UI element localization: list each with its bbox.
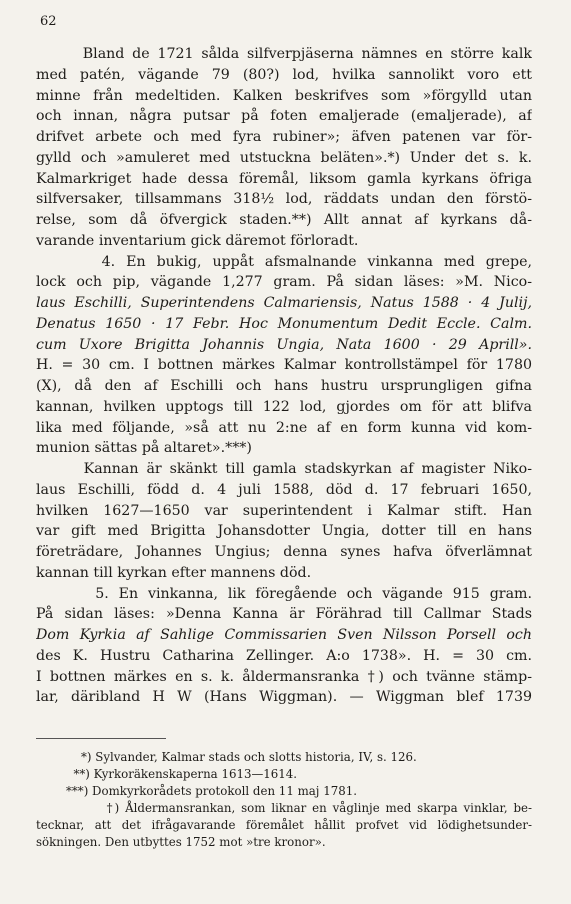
footnotes: [36, 749, 532, 851]
text-line: med patén, vägande 79 (80?) lod, hvilka sannolikt voro ett: [36, 66, 532, 83]
footnote-line: **) Kyrkoräkenskaperna 1613—1614.: [36, 767, 298, 781]
text-line: laus Eschilli, född d. 4 juli 1588, död d. 17 februari 1650,: [36, 481, 532, 498]
text-line: företrädare, Johannes Ungius; denna synes hafva öfverlämnat: [36, 544, 532, 560]
text-line: Kalmarkriget hade dessa föremål, liksom gamla kyrkans öfriga: [36, 170, 532, 187]
footnote-line: †) Åldermansrankan, som liknar en våglinje med skarpa vinklar, be-: [36, 801, 532, 815]
text-line: I bottnen märkes en s. k. åldermansranka †) och tvänne stämp-: [36, 668, 532, 685]
text-line: lika med följande, »så att nu 2:ne af en form kunna vid kom-: [36, 419, 532, 436]
footnote-line: tecknar, att det ifrågavarande föremålet hållit profvet vid lödighetsunder-: [36, 818, 532, 832]
text-line: munion sättas på altaret».***): [36, 440, 252, 457]
text-line: kannan, hvilken upptogs till 122 lod, gjordes om för att blifva: [36, 398, 532, 415]
text-line: Denatus 1650 · 17 Febr. Hoc Monumentum Dedit Eccle. Calm.: [36, 315, 532, 332]
text-line: gylld och »amuleret med utstuckna beläten».*) Under det s. k.: [36, 149, 532, 166]
text-line: relse, som då öfvergick staden.**) Allt annat af kyrkans då-: [36, 212, 532, 228]
footnote-divider: [36, 738, 166, 739]
text-line: Kannan är skänkt till gamla stadskyrkan af magister Niko-: [36, 461, 532, 477]
text-line: (X), då den af Eschilli och hans hustru ursprungligen gifna: [36, 378, 532, 394]
text-line: cum Uxore Brigitta Johannis Ungia, Nata 1600 · 29 Aprill».: [36, 336, 532, 353]
text-line: Dom Kyrkia af Sahlige Commissarien Sven Nilsson Porsell och: [36, 627, 532, 643]
text-line: des K. Hustru Catharina Zellinger. A:o 1738». H. = 30 cm.: [36, 647, 532, 664]
text-line: drifvet arbete och med fyra rubiner»; äfven patenen var för-: [36, 129, 532, 145]
footnote-line: *) Sylvander, Kalmar stads och slotts historia, IV, s. 126.: [36, 750, 417, 764]
text-line: var gift med Brigitta Johansdotter Ungia, dotter till en hans: [36, 523, 532, 540]
footnote-line: ***) Domkyrkorådets protokoll den 11 maj 1781.: [36, 784, 357, 798]
text-line: 5. En vinkanna, lik föregående och vägande 915 gram.: [36, 585, 532, 602]
text-line: laus Eschilli, Superintendens Calmariensis, Natus 1588 · 4 Julij,: [36, 295, 532, 311]
main-text: [36, 44, 532, 708]
text-line: minne från medeltiden. Kalken beskrifves som »förgylld utan: [36, 87, 532, 104]
text-line: varande inventarium gick däremot förloradt.: [36, 232, 359, 249]
text-line: lar, däribland H W (Hans Wiggman). — Wiggman blef 1739: [36, 689, 532, 706]
text-line: kannan till kyrkan efter mannens död.: [36, 564, 312, 581]
text-line: hvilken 1627—1650 var superintendent i Kalmar stift. Han: [36, 502, 532, 519]
text-line: silfversaker, tillsammans 318½ lod, räddats undan den förstö-: [36, 191, 532, 208]
text-line: Bland de 1721 sålda silfverpjäserna nämnes en större kalk: [36, 46, 532, 62]
page-number: 62: [40, 14, 57, 29]
text-line: och innan, några putsar på foten emaljerade (emaljerade), af: [36, 108, 532, 125]
text-line: 4. En bukig, uppåt afsmalnande vinkanna med grepe,: [36, 253, 532, 270]
text-line: H. = 30 cm. I bottnen märkes Kalmar kontrollstämpel för 1780: [36, 357, 532, 374]
text-line: På sidan läses: »Denna Kanna är Förährad till Callmar Stads: [36, 606, 532, 623]
footnote-line: sökningen. Den utbyttes 1752 mot »tre kronor».: [36, 835, 326, 849]
text-line: lock och pip, vägande 1,277 gram. På sidan läses: »M. Nico-: [36, 274, 532, 291]
